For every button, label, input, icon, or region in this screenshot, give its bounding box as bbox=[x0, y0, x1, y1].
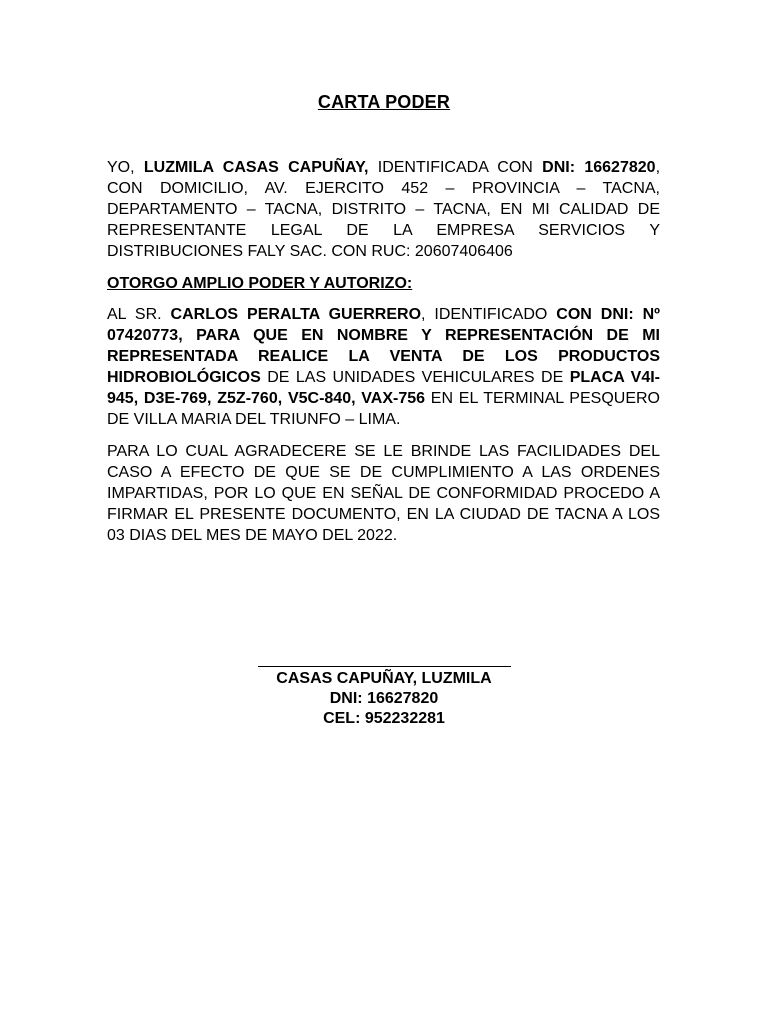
closing-paragraph: PARA LO CUAL AGRADECERE SE LE BRINDE LAS FACILIDADES DEL CASO A EFECTO DE QUE SE DE CUMPLIMIENTO A LAS ORDENES IMPARTIDAS, POR LO QUE EN SEÑAL DE CONFORMIDAD PROCEDO A FIRMAR EL PRESENTE DOCUMENTO, EN LA CIUDAD DE TACNA A LOS 03 DIAS DEL MES DE MAYO DEL 2022. bbox=[107, 443, 660, 544]
signature-line bbox=[258, 666, 511, 667]
grantor-dni: DNI: 16627820 bbox=[542, 159, 656, 176]
text-segment: , IDENTIFICADO bbox=[421, 306, 557, 323]
grantor-paragraph bbox=[107, 157, 660, 262]
document-title: CARTA PODER bbox=[317, 92, 451, 112]
grant-heading: OTORGO AMPLIO PODER Y AUTORIZO: bbox=[107, 275, 413, 292]
grantee-paragraph bbox=[107, 304, 660, 430]
signer-phone: CEL: 952232281 bbox=[323, 710, 445, 727]
signer-dni: DNI: 16627820 bbox=[329, 690, 439, 707]
grantee-name: CARLOS PERALTA GUERRERO bbox=[170, 306, 422, 323]
grantee-authorization: CON DNI: Nº 07420773, PARA QUE EN NOMBRE Y REPRESENTACIÓN DE MI REPRESENTADA REALICE LA VENTA DE LOS PRODUCTOS HIDROBIOLÓGICOS bbox=[107, 306, 660, 386]
text-segment: AL SR. bbox=[107, 306, 171, 323]
vehicle-plates: PLACA V4I-945, D3E-769, Z5Z-760, V5C-840, VAX-756 bbox=[107, 369, 660, 407]
text-segment: YO, bbox=[107, 159, 144, 176]
text-segment: IDENTIFICADA CON bbox=[368, 159, 543, 176]
text-segment: EN EL TERMINAL PESQUERO DE VILLA MARIA DEL TRIUNFO – LIMA. bbox=[107, 390, 660, 428]
text-segment: , CON DOMICILIO, AV. EJERCITO 452 – PROVINCIA – TACNA, DEPARTAMENTO – TACNA, DISTRITO – TACNA, EN MI CALIDAD DE REPRESENTANTE LEGAL DE LA EMPRESA SERVICIOS Y DISTRIBUCIONES FALY SAC. CON RUC: 20607406406 bbox=[107, 159, 661, 260]
text-segment: DE LAS UNIDADES VEHICULARES DE bbox=[260, 369, 570, 386]
signer-name: CASAS CAPUÑAY, LUZMILA bbox=[276, 670, 492, 687]
grantor-name: LUZMILA CASAS CAPUÑAY, bbox=[143, 159, 369, 176]
